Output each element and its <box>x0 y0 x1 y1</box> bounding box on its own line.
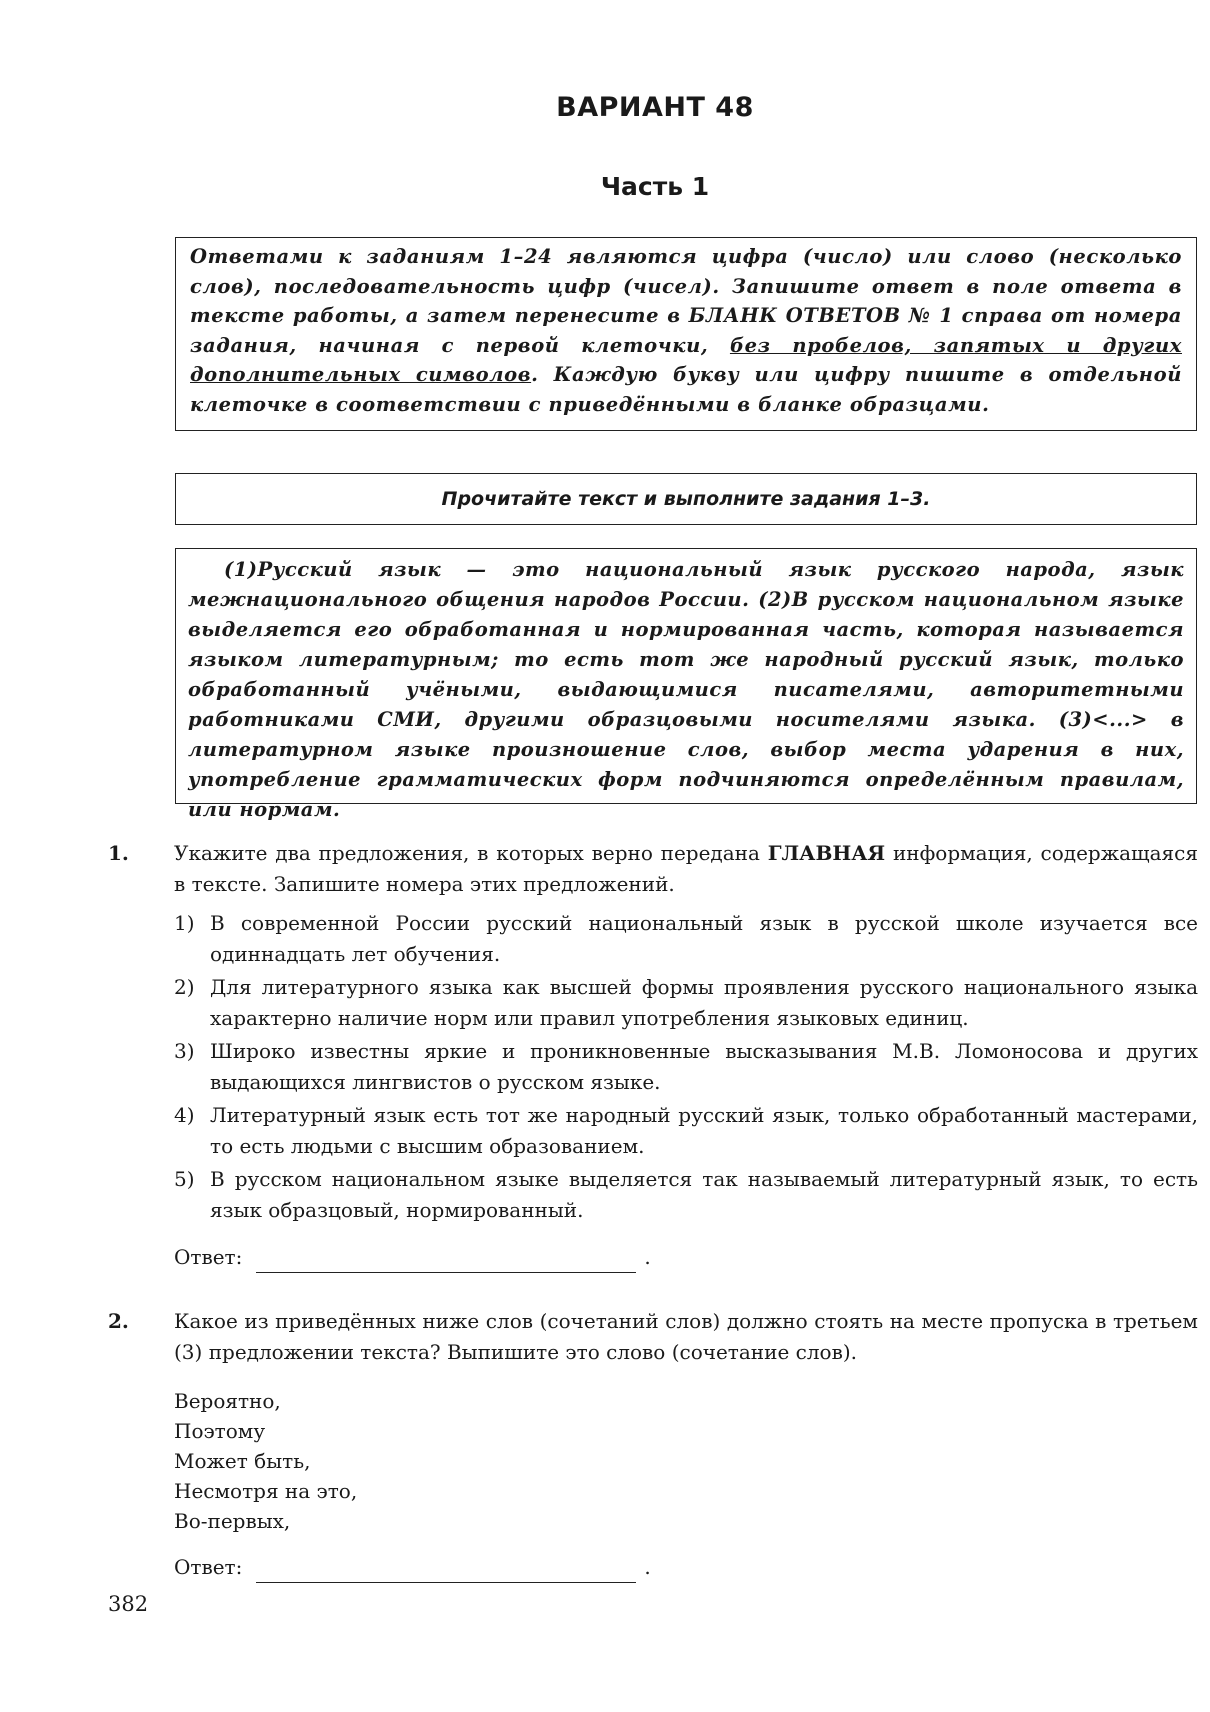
option-item: 2) Для литературного языка как высшей формы проявления русского национального языка характерно наличие норм или правил употребления языковых единиц. <box>174 975 1198 1030</box>
answer-row: Ответ: . <box>174 1552 1198 1583</box>
word-item: Вероятно, <box>174 1389 281 1413</box>
word-list <box>174 1386 1198 1536</box>
option-item: 1) В современной России русский национальный язык в русской школе изучается все одиннадцать лет обучения. <box>174 911 1198 966</box>
instructions-box <box>175 237 1197 431</box>
answer-label: Ответ: <box>174 1245 243 1269</box>
reading-text: (1)Русский язык — это национальный язык русского народа, язык межнационального общения народов России. (2)В русском национальном языке выделяется его обработанная и нормированная часть, которая называется языком литературным; то есть тот же народный русский язык, только обработанный учёными, выдающимися писателями, авторитетными работниками СМИ, другими образцовыми носителями языка. (3)<...> в литературном языке произношение слов, выбор места ударения в них, употребление грамматических форм подчиняются определённым правилам, или нормам. <box>188 558 1184 821</box>
word-item: Поэтому <box>174 1419 266 1443</box>
word-item: Во-первых, <box>174 1509 291 1533</box>
option-item: 5) В русском национальном языке выделяется так называемый литературный язык, то есть язык образцовый, нормированный. <box>174 1167 1198 1222</box>
task-2 <box>108 1306 1198 1583</box>
word-item: Может быть, <box>174 1449 311 1473</box>
instructions-underlined: без пробелов, запятых и других дополнительных символов <box>190 333 1182 386</box>
task-1 <box>108 838 1198 1273</box>
variant-title: ВАРИАНТ 48 <box>556 92 754 123</box>
answer-field[interactable] <box>256 1246 636 1273</box>
part-title: Часть 1 <box>600 172 710 201</box>
read-prompt: Прочитайте текст и выполните задания 1–3. <box>441 488 931 510</box>
task-question: Укажите два предложения, в которых верно передана ГЛАВНАЯ информация, содержащаяся в тексте. Запишите номера этих предложений. <box>174 841 1198 896</box>
option-item: 3) Широко известны яркие и проникновенные высказывания М.В. Ломоносова и других выдающихся лингвистов о русском языке. <box>174 1039 1198 1094</box>
options-list <box>174 908 1198 1226</box>
answer-label: Ответ: <box>174 1555 243 1579</box>
answer-row: Ответ: . <box>174 1242 1198 1273</box>
option-item: 4) Литературный язык есть тот же народный русский язык, только обработанный мастерами, то есть людьми с высшим образованием. <box>174 1103 1198 1158</box>
word-item: Несмотря на это, <box>174 1479 358 1503</box>
page-number: 382 <box>108 1592 149 1616</box>
instructions-text: Ответами к заданиям 1–24 являются цифра (число) или слово (несколько слов), последовательность цифр (чисел). Запишите ответ в поле ответа в тексте работы, а затем перенесите в БЛАНК ОТВЕТОВ № 1 справа от номера задания, начиная с первой клеточки, без пробелов, запятых и других дополнительных символов. Каждую букву или цифру пишите в отдельной клеточке в соответствии с приведёнными в бланке образцами. <box>190 245 1182 416</box>
read-prompt-box <box>175 473 1197 525</box>
answer-field[interactable] <box>256 1556 636 1583</box>
task-question: Какое из приведённых ниже слов (сочетаний слов) должно стоять на месте пропуска в третьем (3) предложении текста? Выпишите это слово (сочетание слов). <box>174 1309 1198 1364</box>
task-number: 2. <box>108 1309 129 1333</box>
task-number: 1. <box>108 841 129 865</box>
reading-text-box <box>175 548 1197 821</box>
